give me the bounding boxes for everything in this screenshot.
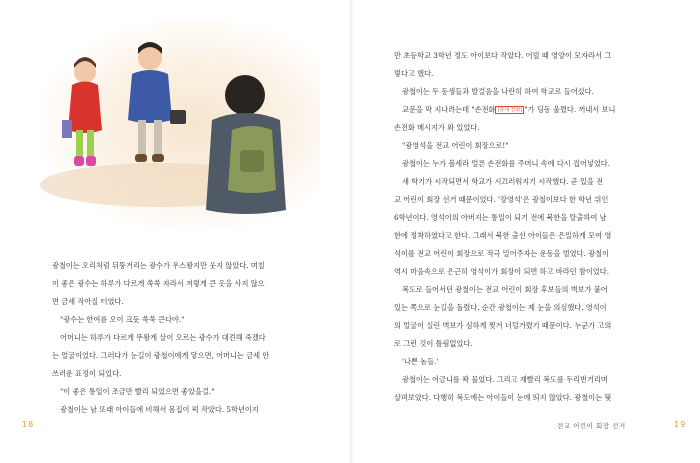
paragraph-line: 면 금세 작아질 터였다. <box>52 297 124 306</box>
paragraph-line: 광철이는 어금니를 꽉 물었다. 그리고 재빨리 복도를 두리번거리며 <box>402 375 608 384</box>
left-page-text <box>52 257 342 419</box>
girl-figure <box>62 57 102 166</box>
running-title: 전교 어린이 회장 선거 <box>557 422 626 430</box>
boy-blue-figure <box>128 42 186 162</box>
paragraph-line: 손전화 메시지가 와 있었다. <box>394 123 480 132</box>
paragraph-line: 광철이는 누가 볼세라 얼른 손전화를 주머니 속에 다시 집어넣었다. <box>402 159 611 168</box>
boy-backpack-figure <box>206 75 286 214</box>
paragraph-line: 렇다고 했다. <box>394 69 434 78</box>
paragraph-line: "광수는 한여름 오이 크듯 쑥쑥 큰다야." <box>60 315 185 324</box>
page-number-left: 18 <box>22 420 35 429</box>
right-page-text <box>394 47 679 407</box>
paragraph-line: 광철이는 남 또래 아이들에 비해서 몸집이 퍽 작았다. 5학년이지 <box>60 405 259 414</box>
paragraph-line: "광영석을 전교 어린이 회장으로!" <box>402 141 509 150</box>
paragraph-line: 로 그런 것이 틀림없었다. <box>394 339 473 348</box>
page-number-right: 19 <box>674 420 687 429</box>
paragraph-line: '나쁜 놈들.' <box>402 357 439 366</box>
paragraph-line: 광철이는 두 동생들과 발걸음을 나란히 하여 학교로 들어섰다. <box>402 87 594 96</box>
paragraph-line: 살펴보았다. 다행히 복도에는 아이들이 눈에 띄지 않았다. 광철이는 뭣 <box>394 393 612 402</box>
paragraph-line: 의 얼굴이 실린 벽보가 심하게 찢겨 너덜거렸기 때문이다. 누군가 고의 <box>394 321 612 330</box>
paragraph-line: 복도로 들어서던 광철이는 전교 어린이 회장 후보들의 벽보가 붙어 <box>402 285 608 294</box>
paragraph-line: 역시 마음속으로 은근히 영석이가 회장이 되면 하고 바라던 참이었다. <box>394 267 609 276</box>
paragraph-line: 쓰러운 표정이 되었다. <box>52 369 122 378</box>
paragraph-line: 는 얼굴이었다. 그러다가 눈길이 광철이에게 닿으면, 어머니는 금세 안 <box>52 351 270 360</box>
paragraph-line: 새 학기가 시작되면서 학교가 시끄러워지기 시작했다. 곧 있을 전 <box>402 177 604 186</box>
paragraph-line: 광철이는 오리처럼 뒤뚱거리는 광수가 우스꽝지만 웃지 않았다. 며칠 <box>52 261 265 270</box>
paragraph-line: 어머니는 하루가 다르게 뚜왕게 살이 오르는 광수가 대견해 죽겠다 <box>60 333 266 342</box>
paragraph-line: 이 좋은 광수는 하루가 다르게 쑥쑥 자라서 저렇게 큰 옷을 사지 않으 <box>52 279 265 288</box>
paragraph-line: 석이를 전교 어린이 회장으로 적극 밀어주자는 운동을 벌였다. 광철이 <box>394 249 609 258</box>
illustration-children-walking <box>40 20 320 230</box>
paragraph-line: 한에 정착하였다고 한다. 그래서 북한 출신 아이들은 은밀하게 모여 영 <box>394 231 612 240</box>
text-fragment: 교문을 막 지나려는데 "손전화 <box>402 105 496 114</box>
page-gutter <box>348 0 354 463</box>
text-fragment: "가 딩동 울렸다. 꺼내서 보니 <box>524 105 616 114</box>
footnote-label: [휴대 전화] <box>497 107 523 113</box>
paragraph-line: 만 초등학교 3학년 정도 아이보다 작았다. 어릴 때 영양이 모자라서 그 <box>394 51 612 60</box>
paragraph-line <box>394 101 679 119</box>
illustration-art <box>40 20 320 230</box>
paragraph-line: 교 어린이 회장 선거 때문이었다. '장영석'은 광철이보다 한 학년 위인 <box>394 195 609 204</box>
paragraph-line: "이 좋은 통일이 조금만 빨리 되었으면 좋았을걸." <box>60 387 215 396</box>
paragraph-line: 6학년이다. 영석이의 아버지는 통일이 되기 전에 북한을 탈출하여 남 <box>394 213 607 222</box>
paragraph-line: 있는 쪽으로 눈길을 돌렸다. 순간 광철이는 제 눈을 의심했다. 영석이 <box>394 303 607 312</box>
